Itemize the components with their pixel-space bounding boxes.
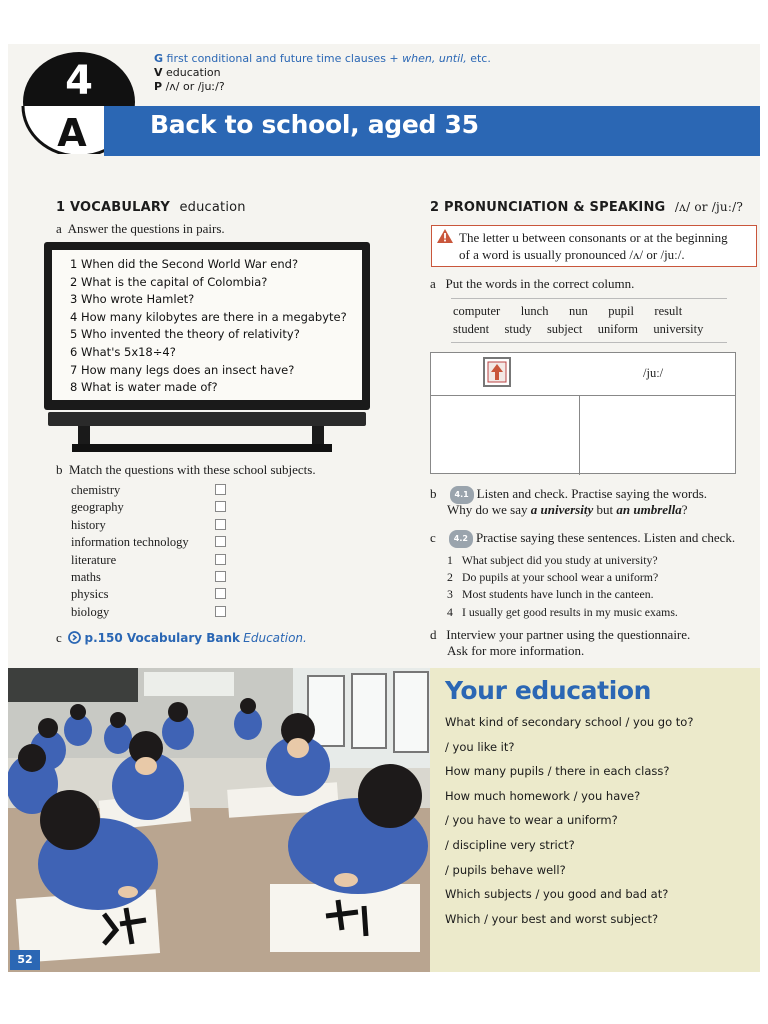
grammar-summary (154, 52, 491, 94)
word-line-1: computer lunch nun pupil result (453, 304, 683, 318)
audio-track-button[interactable]: 4.2 (449, 530, 473, 548)
page-number: 52 (10, 950, 40, 970)
pron-d-label: d (430, 627, 437, 642)
pron-heading (430, 200, 743, 215)
subject-item: physics (71, 587, 109, 602)
subject-list (71, 482, 189, 621)
grammar-italic: when, until, (402, 52, 467, 65)
audio-track-button[interactable]: 4.1 (450, 486, 474, 504)
pron-subheading: /ʌ/ or /juː/? (674, 200, 743, 214)
subject-item: maths (71, 570, 101, 585)
questionnaire-item: How many pupils / there in each class? (445, 764, 670, 779)
pron-a-label: a (430, 276, 436, 291)
pron-a (430, 276, 634, 292)
questionnaire-list (445, 710, 693, 931)
pron-b2-mid: but (593, 502, 617, 517)
word-box (451, 298, 727, 343)
vocab-c (56, 630, 307, 646)
column-header-ju: /juː/ (643, 366, 664, 380)
question-3: 3 Who wrote Hamlet? (70, 292, 195, 307)
vocab-bank-link[interactable]: p.150 Vocabulary Bank (84, 631, 241, 645)
vocab-a (56, 221, 225, 237)
vocab-heading (56, 200, 246, 215)
grammar-text: first conditional and future time clauses + (166, 52, 403, 65)
pron-d-text: Interview your partner using the questionnaire. (446, 627, 691, 642)
table-divider (431, 395, 735, 396)
sentence-item: 2 Do pupils at your school wear a uniform? (447, 570, 659, 585)
subject-item: biology (71, 604, 110, 619)
sentence-item: 1 What subject did you study at university? (447, 553, 658, 567)
classroom-photo (8, 668, 430, 972)
vocab-a-label: a (56, 221, 62, 236)
subject-item: geography (71, 500, 124, 515)
pron-b-line2 (447, 502, 688, 518)
tip-line-2: of a word is usually pronounced /ʌ/ or /juː/. (459, 247, 685, 262)
vocab-b (56, 462, 316, 478)
pron-heading-text: 2 PRONUNCIATION & SPEAKING (430, 200, 666, 215)
your-education-title: Your education (445, 676, 652, 705)
subject-item: literature (71, 552, 117, 567)
questionnaire-item: / discipline very strict? (445, 837, 575, 852)
subject-item: history (71, 517, 106, 532)
questionnaire-item: / you have to wear a uniform? (445, 813, 618, 828)
whiteboard-base (72, 444, 332, 452)
textbook-page (8, 44, 760, 972)
question-8: 8 What is water made of? (70, 380, 218, 395)
sound-columns-table (430, 352, 736, 474)
pron-text: /ʌ/ or /juː/? (165, 80, 225, 93)
questionnaire-item: How much homework / you have? (445, 788, 641, 803)
pron-d (430, 627, 690, 643)
question-7: 7 How many legs does an insect have? (70, 362, 295, 377)
vocab-c-label: c (56, 630, 62, 645)
question-1: 1 When did the Second World War end? (70, 257, 299, 271)
pron-c (430, 530, 735, 548)
unit-letter: A (57, 111, 87, 154)
sentence-item: 3 Most students have lunch in the canteen. (447, 587, 654, 602)
question-6: 6 What's 5x18÷4? (70, 344, 176, 359)
vocab-heading-text: 1 VOCABULARY (56, 200, 170, 215)
questionnaire-item: Which subjects / you good and bad at? (445, 887, 669, 902)
question-4: 4 How many kilobytes are there in a megabyte? (70, 309, 347, 324)
answer-box[interactable] (215, 571, 226, 582)
sentence-list (447, 552, 678, 621)
sentence-item: 4 I usually get good results in my music exams. (447, 604, 678, 619)
whiteboard-tray (48, 412, 366, 426)
answer-box[interactable] (215, 536, 226, 547)
questionnaire-item: Which / your best and worst subject? (445, 911, 659, 926)
pron-b2-example2: an umbrella (616, 502, 682, 517)
answer-box[interactable] (215, 501, 226, 512)
question-2: 2 What is the capital of Colombia? (70, 274, 268, 289)
pron-b2-example1: a university (530, 502, 594, 517)
pron-a-text: Put the words in the correct column. (445, 276, 635, 291)
answer-box[interactable] (215, 554, 226, 565)
whiteboard-questions (70, 256, 347, 397)
grammar-end: etc. (466, 52, 491, 65)
vocab-subheading: education (179, 200, 246, 215)
unit-number: 4 (65, 58, 93, 104)
answer-box[interactable] (215, 588, 226, 599)
arrow-circle-icon (68, 631, 81, 644)
pronunciation-tip (459, 229, 755, 263)
up-arrow-symbol (483, 357, 511, 387)
question-5: 5 Who invented the theory of relativity? (70, 327, 300, 342)
questionnaire-item: / pupils behave well? (445, 862, 566, 877)
subject-item: information technology (71, 535, 189, 550)
vocab-key: V (154, 66, 163, 79)
pron-d-text-2: Ask for more information. (447, 643, 585, 658)
page-title: Back to school, aged 35 (150, 110, 479, 139)
pron-b2-end: ? (681, 502, 688, 517)
tip-line-1: The letter u between consonants or at the beginning (459, 230, 728, 245)
vocab-a-text: Answer the questions in pairs. (67, 221, 225, 236)
pron-key: P (154, 80, 163, 93)
answer-box[interactable] (215, 519, 226, 530)
grammar-key: G (154, 52, 164, 65)
questionnaire-item: / you like it? (445, 739, 515, 754)
questionnaire-item: What kind of secondary school / you go to? (445, 715, 694, 729)
pron-c-label: c (430, 530, 436, 545)
subject-item: chemistry (71, 483, 121, 497)
vocab-b-text: Match the questions with these school subjects. (69, 462, 316, 477)
pron-b-label: b (430, 486, 437, 501)
table-divider (579, 395, 580, 475)
answer-box[interactable] (215, 606, 226, 617)
word-line-2: student study subject uniform university (453, 321, 704, 336)
vocab-bank-topic: Education. (243, 631, 307, 645)
vocab-text: education (166, 66, 221, 79)
vocab-b-label: b (56, 462, 63, 477)
pron-b-text: Listen and check. Practise saying the words. (476, 486, 707, 501)
pron-c-text: Practise saying these sentences. Listen and check. (475, 530, 736, 545)
up-arrow-icon (487, 361, 507, 383)
answer-boxes (215, 484, 226, 623)
warning-icon (436, 228, 454, 244)
answer-box[interactable] (215, 484, 226, 495)
pron-b2-pre: Why do we say (447, 502, 531, 517)
